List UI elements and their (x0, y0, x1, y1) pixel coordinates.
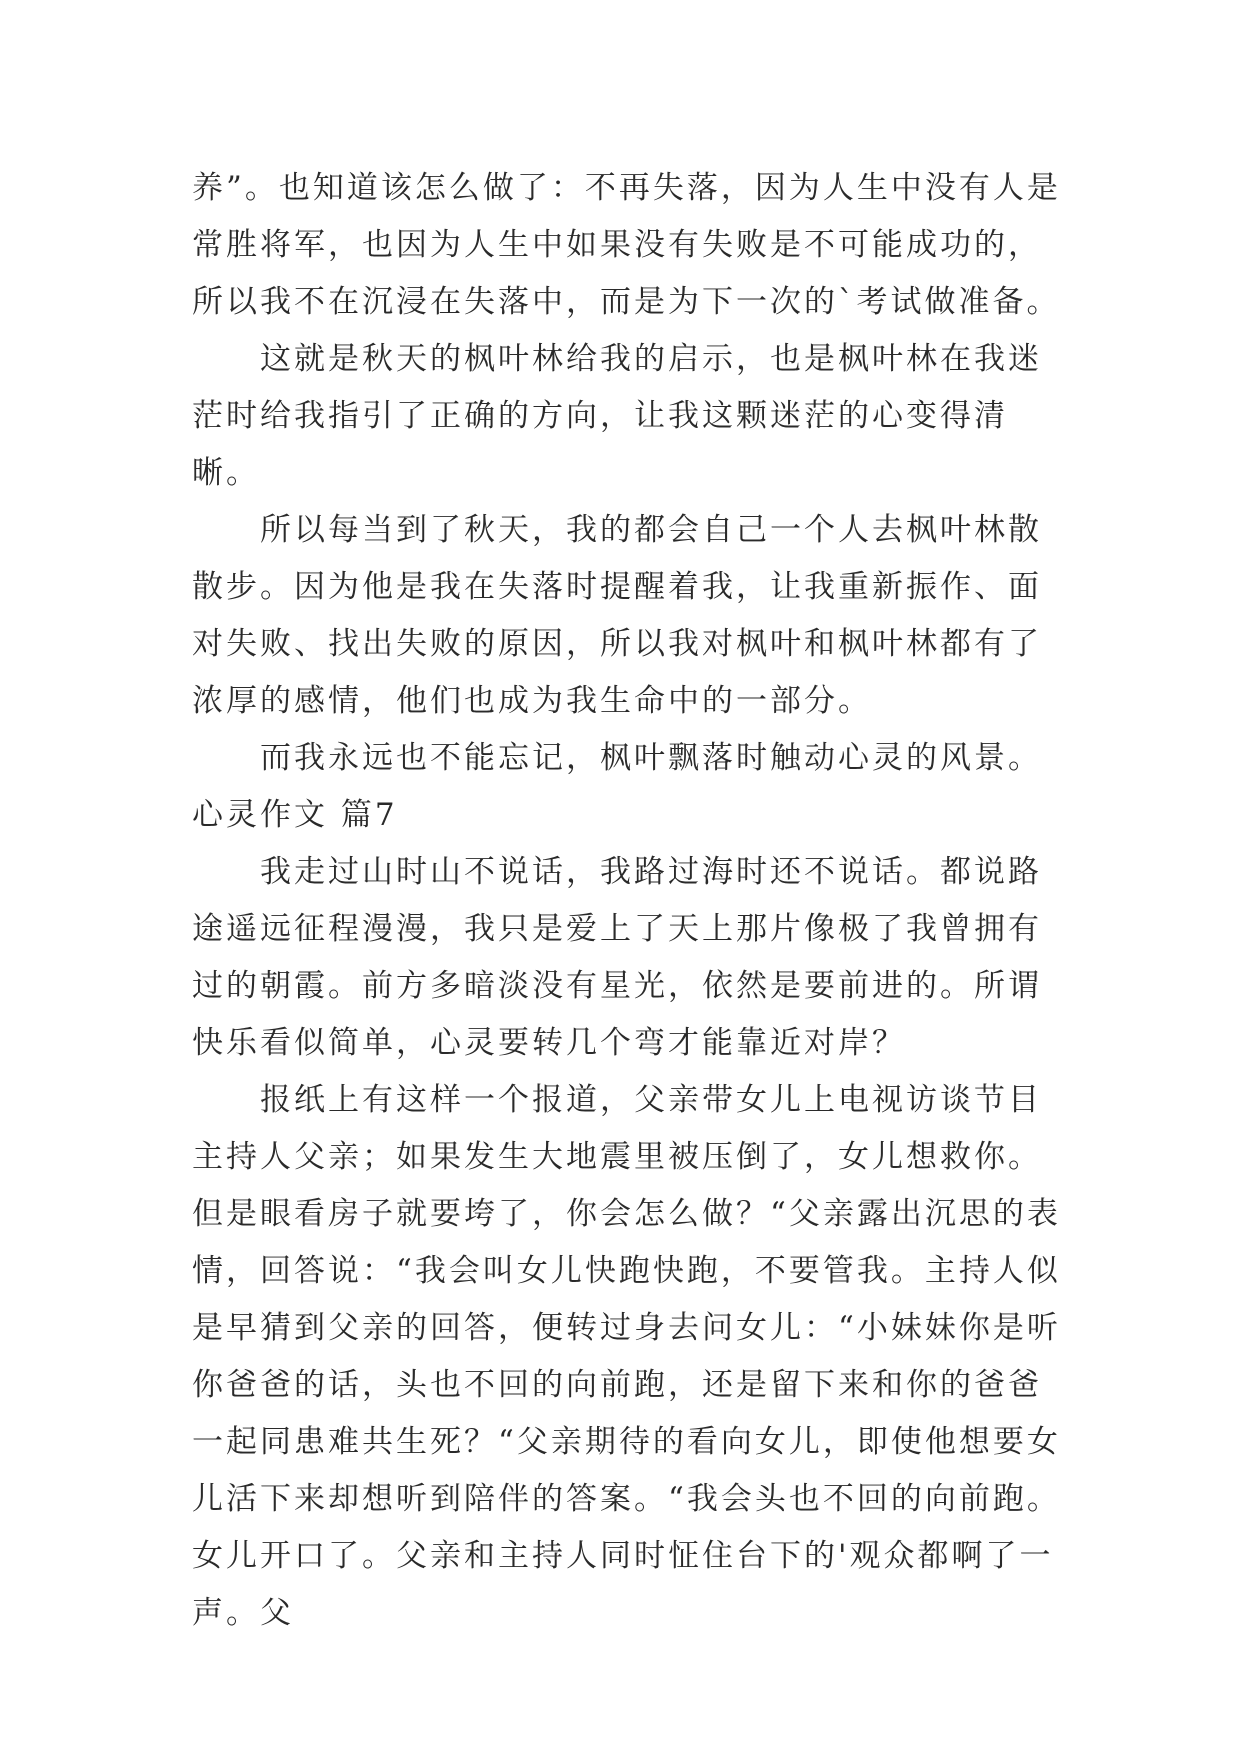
section-heading: 心灵作文 篇7 (192, 797, 398, 833)
paragraph: 所以每当到了秋天，我的都会自己一个人去枫叶林散散步。因为他是我在失落时提醒着我，让我重新振作、面对失败、找出失败的原因，所以我对枫叶和枫叶林都有了浓厚的感情，他们也成为我生命中的一部分。 (192, 512, 1042, 719)
paragraph: 我走过山时山不说话，我路过海时还不说话。都说路途遥远征程漫漫，我只是爱上了天上那片像极了我曾拥有过的朝霞。前方多暗淡没有星光，依然是要前进的。所谓快乐看似简单，心灵要转几个弯才能靠近对岸？ (192, 854, 1042, 1061)
paragraph-continuation: 养”。也知道该怎么做了：不再失落，因为人生中没有人是常胜将军，也因为人生中如果没有失败是不可能成功的，所以我不在沉浸在失落中，而是为下一次的`考试做准备。 (192, 170, 1061, 320)
paragraph: 这就是秋天的枫叶林给我的启示，也是枫叶林在我迷茫时给我指引了正确的方向，让我这颗迷茫的心变得清晰。 (192, 341, 1042, 491)
paragraph: 而我永远也不能忘记，枫叶飘落时触动心灵的风景。 (260, 740, 1042, 776)
document-body (192, 160, 1072, 1642)
paragraph: 报纸上有这样一个报道，父亲带女儿上电视访谈节目主持人父亲；如果发生大地震里被压倒了，女儿想救你。但是眼看房子就要垮了，你会怎么做？“父亲露出沉思的表情，回答说：“我会叫女儿快跑快跑，不要管我。主持人似是早猜到父亲的回答，便转过身去问女儿：“小妹妹你是听你爸爸的话，头也不回的向前跑，还是留下来和你的爸爸一起同患难共生死？“父亲期待的看向女儿，即使他想要女儿活下来却想听到陪伴的答案。“我会头也不回的向前跑。女儿开口了。父亲和主持人同时怔住台下的'观众都啊了一声。父 (192, 1082, 1061, 1631)
